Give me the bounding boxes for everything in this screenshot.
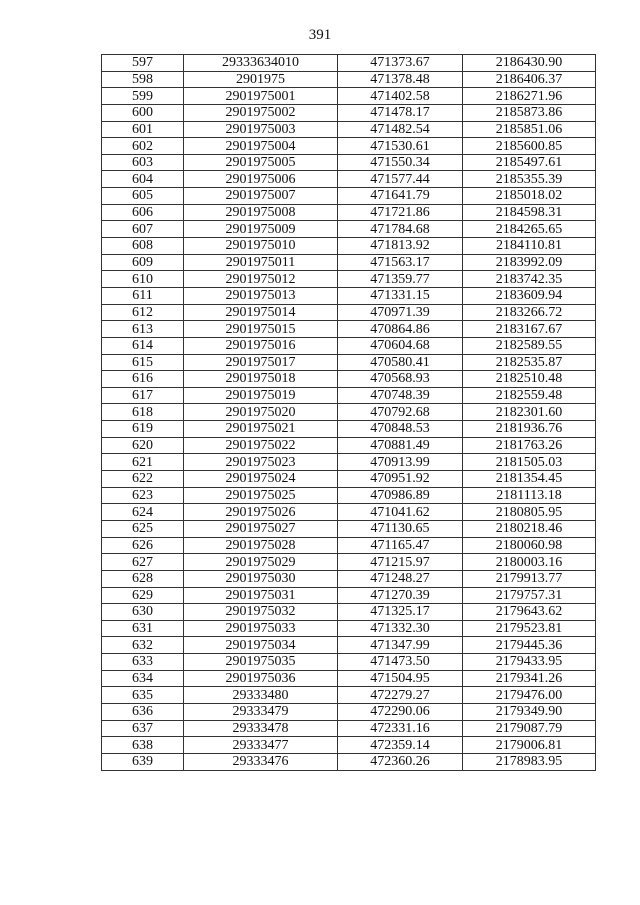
point-number-cell: 625 [102,520,184,537]
x-coordinate-cell: 471482.54 [338,121,463,138]
x-coordinate-cell: 471721.86 [338,204,463,221]
x-coordinate-cell: 472360.26 [338,753,463,770]
point-id-cell: 2901975003 [184,121,338,138]
x-coordinate-cell: 471248.27 [338,570,463,587]
point-number-cell: 639 [102,753,184,770]
y-coordinate-cell: 2179643.62 [463,604,596,621]
y-coordinate-cell: 2185873.86 [463,104,596,121]
y-coordinate-cell: 2181763.26 [463,437,596,454]
point-number-cell: 620 [102,437,184,454]
point-number-cell: 631 [102,620,184,637]
point-id-cell: 2901975027 [184,520,338,537]
y-coordinate-cell: 2183609.94 [463,287,596,304]
x-coordinate-cell: 470864.86 [338,321,463,338]
point-number-cell: 599 [102,88,184,105]
table-row [102,121,596,138]
point-number-cell: 600 [102,104,184,121]
y-coordinate-cell: 2179433.95 [463,654,596,671]
x-coordinate-cell: 471577.44 [338,171,463,188]
y-coordinate-cell: 2182559.48 [463,387,596,404]
point-id-cell: 2901975009 [184,221,338,238]
point-id-cell: 29333478 [184,720,338,737]
x-coordinate-cell: 470848.53 [338,421,463,438]
point-number-cell: 611 [102,287,184,304]
table-row [102,421,596,438]
x-coordinate-cell: 471373.67 [338,55,463,72]
table-row [102,620,596,637]
point-number-cell: 607 [102,221,184,238]
y-coordinate-cell: 2179913.77 [463,570,596,587]
x-coordinate-cell: 470913.99 [338,454,463,471]
y-coordinate-cell: 2181505.03 [463,454,596,471]
table-row [102,471,596,488]
point-number-cell: 636 [102,703,184,720]
x-coordinate-cell: 471530.61 [338,138,463,155]
point-id-cell: 2901975023 [184,454,338,471]
point-id-cell: 2901975005 [184,154,338,171]
point-number-cell: 630 [102,604,184,621]
point-id-cell: 2901975017 [184,354,338,371]
point-number-cell: 617 [102,387,184,404]
coordinates-table [101,54,596,771]
table-row [102,188,596,205]
page-number: 391 [308,27,332,43]
point-id-cell: 2901975030 [184,570,338,587]
y-coordinate-cell: 2181936.76 [463,421,596,438]
x-coordinate-cell: 472359.14 [338,737,463,754]
table-row [102,520,596,537]
point-id-cell: 2901975016 [184,337,338,354]
y-coordinate-cell: 2185018.02 [463,188,596,205]
point-number-cell: 606 [102,204,184,221]
table-row [102,88,596,105]
table-row [102,238,596,255]
y-coordinate-cell: 2179476.00 [463,687,596,704]
point-id-cell: 2901975029 [184,554,338,571]
point-id-cell: 2901975036 [184,670,338,687]
point-id-cell: 2901975034 [184,637,338,654]
table-row [102,487,596,504]
table-row [102,204,596,221]
y-coordinate-cell: 2184265.65 [463,221,596,238]
point-number-cell: 622 [102,471,184,488]
point-id-cell: 2901975001 [184,88,338,105]
point-number-cell: 633 [102,654,184,671]
y-coordinate-cell: 2181113.18 [463,487,596,504]
point-id-cell: 2901975026 [184,504,338,521]
point-id-cell: 2901975 [184,71,338,88]
x-coordinate-cell: 471641.79 [338,188,463,205]
point-number-cell: 610 [102,271,184,288]
y-coordinate-cell: 2185355.39 [463,171,596,188]
table-row [102,437,596,454]
y-coordinate-cell: 2179006.81 [463,737,596,754]
point-number-cell: 602 [102,138,184,155]
y-coordinate-cell: 2183167.67 [463,321,596,338]
x-coordinate-cell: 471378.48 [338,71,463,88]
point-id-cell: 2901975021 [184,421,338,438]
point-number-cell: 628 [102,570,184,587]
table-body [102,55,596,771]
point-id-cell: 2901975024 [184,471,338,488]
y-coordinate-cell: 2185600.85 [463,138,596,155]
x-coordinate-cell: 471359.77 [338,271,463,288]
point-number-cell: 614 [102,337,184,354]
table-row [102,454,596,471]
x-coordinate-cell: 470604.68 [338,337,463,354]
table-row [102,271,596,288]
x-coordinate-cell: 471402.58 [338,88,463,105]
x-coordinate-cell: 471784.68 [338,221,463,238]
table-row [102,354,596,371]
point-id-cell: 2901975014 [184,304,338,321]
y-coordinate-cell: 2185851.06 [463,121,596,138]
x-coordinate-cell: 471473.50 [338,654,463,671]
point-number-cell: 635 [102,687,184,704]
point-id-cell: 2901975032 [184,604,338,621]
y-coordinate-cell: 2183742.35 [463,271,596,288]
table-row [102,570,596,587]
point-number-cell: 626 [102,537,184,554]
point-number-cell: 609 [102,254,184,271]
point-number-cell: 624 [102,504,184,521]
point-id-cell: 29333634010 [184,55,338,72]
y-coordinate-cell: 2183992.09 [463,254,596,271]
y-coordinate-cell: 2182589.55 [463,337,596,354]
y-coordinate-cell: 2179445.36 [463,637,596,654]
point-number-cell: 629 [102,587,184,604]
point-number-cell: 613 [102,321,184,338]
point-number-cell: 637 [102,720,184,737]
table-row [102,55,596,72]
point-id-cell: 2901975022 [184,437,338,454]
point-number-cell: 638 [102,737,184,754]
x-coordinate-cell: 471813.92 [338,238,463,255]
table-row [102,321,596,338]
point-id-cell: 2901975002 [184,104,338,121]
x-coordinate-cell: 470748.39 [338,387,463,404]
x-coordinate-cell: 471270.39 [338,587,463,604]
table-row [102,138,596,155]
x-coordinate-cell: 471165.47 [338,537,463,554]
x-coordinate-cell: 471215.97 [338,554,463,571]
table-row [102,637,596,654]
x-coordinate-cell: 470986.89 [338,487,463,504]
table-row [102,254,596,271]
y-coordinate-cell: 2180805.95 [463,504,596,521]
y-coordinate-cell: 2182510.48 [463,371,596,388]
table-row [102,371,596,388]
table-row [102,587,596,604]
y-coordinate-cell: 2182301.60 [463,404,596,421]
point-number-cell: 615 [102,354,184,371]
table-row [102,337,596,354]
y-coordinate-cell: 2179087.79 [463,720,596,737]
y-coordinate-cell: 2180003.16 [463,554,596,571]
x-coordinate-cell: 470568.93 [338,371,463,388]
point-id-cell: 2901975004 [184,138,338,155]
table-row [102,304,596,321]
y-coordinate-cell: 2178983.95 [463,753,596,770]
y-coordinate-cell: 2179349.90 [463,703,596,720]
y-coordinate-cell: 2186271.96 [463,88,596,105]
table-row [102,753,596,770]
point-id-cell: 2901975031 [184,587,338,604]
y-coordinate-cell: 2182535.87 [463,354,596,371]
y-coordinate-cell: 2181354.45 [463,471,596,488]
x-coordinate-cell: 470971.39 [338,304,463,321]
point-id-cell: 2901975015 [184,321,338,338]
point-id-cell: 2901975019 [184,387,338,404]
table-row [102,737,596,754]
table-row [102,670,596,687]
y-coordinate-cell: 2179341.26 [463,670,596,687]
table-row [102,71,596,88]
point-number-cell: 616 [102,371,184,388]
x-coordinate-cell: 471550.34 [338,154,463,171]
point-number-cell: 634 [102,670,184,687]
point-number-cell: 601 [102,121,184,138]
table-row [102,537,596,554]
y-coordinate-cell: 2179523.81 [463,620,596,637]
y-coordinate-cell: 2179757.31 [463,587,596,604]
point-id-cell: 2901975033 [184,620,338,637]
table-row [102,720,596,737]
table-row [102,654,596,671]
x-coordinate-cell: 471325.17 [338,604,463,621]
table-row [102,171,596,188]
x-coordinate-cell: 471130.65 [338,520,463,537]
point-number-cell: 621 [102,454,184,471]
point-id-cell: 2901975010 [184,238,338,255]
y-coordinate-cell: 2180218.46 [463,520,596,537]
table-row [102,287,596,304]
point-id-cell: 2901975006 [184,171,338,188]
point-id-cell: 2901975012 [184,271,338,288]
point-id-cell: 29333477 [184,737,338,754]
point-id-cell: 2901975013 [184,287,338,304]
table-row [102,154,596,171]
x-coordinate-cell: 472290.06 [338,703,463,720]
point-id-cell: 2901975035 [184,654,338,671]
point-number-cell: 604 [102,171,184,188]
point-id-cell: 29333480 [184,687,338,704]
table-row [102,404,596,421]
point-number-cell: 597 [102,55,184,72]
point-number-cell: 608 [102,238,184,255]
point-id-cell: 2901975011 [184,254,338,271]
x-coordinate-cell: 471041.62 [338,504,463,521]
x-coordinate-cell: 471347.99 [338,637,463,654]
table-row [102,221,596,238]
table-row [102,554,596,571]
point-number-cell: 623 [102,487,184,504]
y-coordinate-cell: 2180060.98 [463,537,596,554]
y-coordinate-cell: 2186430.90 [463,55,596,72]
point-number-cell: 627 [102,554,184,571]
x-coordinate-cell: 472279.27 [338,687,463,704]
point-number-cell: 632 [102,637,184,654]
y-coordinate-cell: 2183266.72 [463,304,596,321]
point-id-cell: 29333476 [184,753,338,770]
point-id-cell: 2901975025 [184,487,338,504]
y-coordinate-cell: 2186406.37 [463,71,596,88]
point-id-cell: 2901975018 [184,371,338,388]
point-id-cell: 29333479 [184,703,338,720]
x-coordinate-cell: 471331.15 [338,287,463,304]
x-coordinate-cell: 470580.41 [338,354,463,371]
x-coordinate-cell: 472331.16 [338,720,463,737]
point-id-cell: 2901975028 [184,537,338,554]
x-coordinate-cell: 470951.92 [338,471,463,488]
table-row [102,703,596,720]
x-coordinate-cell: 471478.17 [338,104,463,121]
point-id-cell: 2901975007 [184,188,338,205]
point-id-cell: 2901975008 [184,204,338,221]
point-number-cell: 612 [102,304,184,321]
point-number-cell: 619 [102,421,184,438]
y-coordinate-cell: 2184598.31 [463,204,596,221]
point-number-cell: 598 [102,71,184,88]
point-number-cell: 618 [102,404,184,421]
table-row [102,504,596,521]
x-coordinate-cell: 471504.95 [338,670,463,687]
table-row [102,604,596,621]
y-coordinate-cell: 2184110.81 [463,238,596,255]
table-row [102,104,596,121]
point-number-cell: 603 [102,154,184,171]
x-coordinate-cell: 471563.17 [338,254,463,271]
x-coordinate-cell: 470792.68 [338,404,463,421]
table-row [102,387,596,404]
y-coordinate-cell: 2185497.61 [463,154,596,171]
table-row [102,687,596,704]
point-number-cell: 605 [102,188,184,205]
point-id-cell: 2901975020 [184,404,338,421]
x-coordinate-cell: 470881.49 [338,437,463,454]
x-coordinate-cell: 471332.30 [338,620,463,637]
